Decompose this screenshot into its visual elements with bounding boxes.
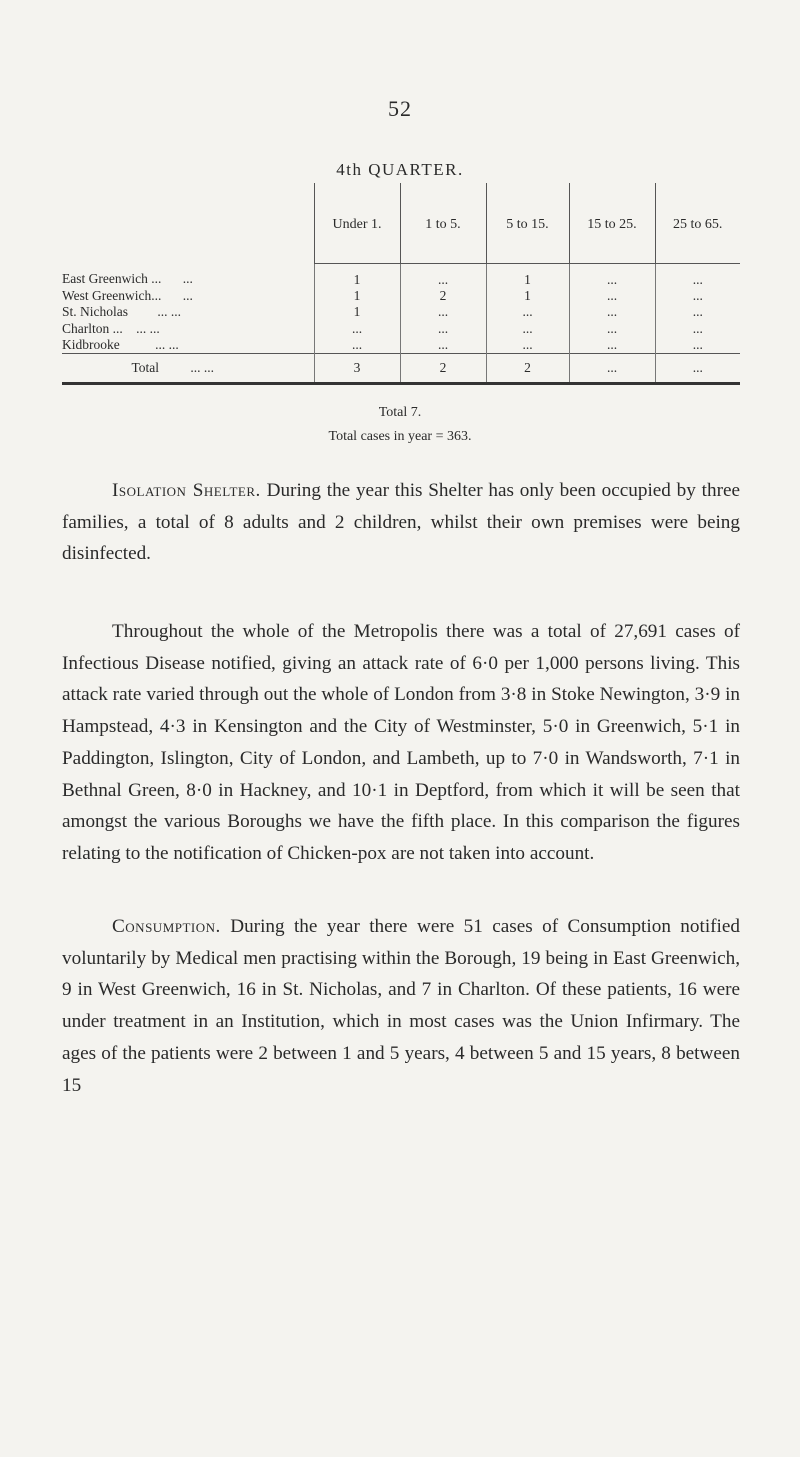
quarter-title: 4th QUARTER. [336, 160, 464, 179]
isolation-text: During the year this Shelter has only been occupied by three families, a total of 8 adults and 2 children, whilst their own premises were being disinfected. [62, 480, 740, 565]
total-label-cell [62, 354, 314, 384]
consumption-heading: Consumption. [112, 916, 221, 937]
value-cell: 1 [314, 288, 400, 305]
value-cell: ... [655, 263, 740, 288]
value-cell: 1 [314, 304, 400, 321]
table-row [62, 288, 740, 305]
district-cell [62, 337, 314, 354]
district-name: Kidbrooke [62, 337, 120, 352]
column-header-15-to-25: 15 to 25. [569, 183, 655, 263]
table-header-row [62, 183, 740, 263]
total-label: Total [131, 360, 160, 375]
cases-table [62, 183, 740, 385]
value-cell: ... [655, 321, 740, 338]
value-cell: 1 [486, 263, 569, 288]
leader-dots: ... [182, 271, 193, 287]
year-total-summary: Total cases in year = 363. [328, 429, 472, 444]
consumption-paragraph [62, 911, 740, 1101]
district-name: St. Nicholas [62, 304, 128, 320]
leader-dots: ... ... [190, 360, 215, 375]
value-cell: 1 [314, 263, 400, 288]
total-value-cell: 2 [486, 354, 569, 384]
leader-dots: ... ... [136, 320, 160, 336]
value-cell: ... [314, 337, 400, 354]
value-cell: ... [655, 288, 740, 305]
leader-dots: ... [182, 287, 193, 303]
value-cell: ... [400, 263, 486, 288]
district-cell [62, 304, 314, 321]
value-cell: 1 [486, 288, 569, 305]
total-value-cell: 3 [314, 354, 400, 384]
table-total-row [62, 354, 740, 384]
value-cell: ... [400, 321, 486, 338]
value-cell: ... [314, 321, 400, 338]
metropolis-text: Throughout the whole of the Metropolis there was a total of 27,691 cases of Infectious Disease notified, giving an attack rate of 6·0 per 1,000 persons living. This attack rate varied through out the whole of London from 3·8 in Stoke Newington, 3·9 in Hampstead, 4·3 in Kensington and the City of Westminster, 5·0 in Greenwich, 5·1 in Paddington, Islington, City of London, and Lambeth, up to 7·0 in Wandsworth, 7·1 in Bethnal Green, 8·0 in Hackney, and 10·1 in Deptford, from which it will be seen that amongst the various Boroughs we have the fifth place. In this comparison the figures relating to the notification of Chicken-pox are not taken into account. [62, 621, 740, 864]
column-header-5-to-15: 5 to 15. [486, 183, 569, 263]
isolation-heading: Isolation Shelter. [112, 480, 261, 501]
total-value-cell: 2 [400, 354, 486, 384]
district-name: East Greenwich ... [62, 271, 162, 287]
value-cell: ... [486, 304, 569, 321]
district-name: West Greenwich... [62, 287, 162, 303]
value-cell: ... [655, 337, 740, 354]
total-summary: Total 7. [378, 405, 422, 420]
cases-table-container [62, 183, 740, 385]
column-header-1-to-5: 1 to 5. [400, 183, 486, 263]
isolation-paragraph [62, 475, 740, 570]
value-cell: ... [569, 337, 655, 354]
leader-dots: ... ... [157, 304, 181, 320]
value-cell: ... [655, 304, 740, 321]
district-cell [62, 321, 314, 338]
table-row [62, 321, 740, 338]
district-name: Charlton ... [62, 320, 123, 336]
value-cell: ... [400, 337, 486, 354]
district-cell [62, 288, 314, 305]
page-number: 52 [388, 96, 412, 121]
value-cell: ... [569, 288, 655, 305]
table-row [62, 263, 740, 288]
column-header-under-1: Under 1. [314, 183, 400, 263]
metropolis-paragraph [62, 616, 740, 870]
consumption-text: During the year there were 51 cases of Consumption notified voluntarily by Medical men practising within the Borough, 19 being in East Greenwich, 9 in West Greenwich, 16 in St. Nicholas, and 7 in Charlton. Of these patients, 16 were under treatment in an Institution, which in most cases was the Union Infirmary. The ages of the patients were 2 between 1 and 5 years, 4 between 5 and 15 years, 8 between 15 [62, 916, 740, 1096]
total-value-cell: ... [569, 354, 655, 384]
header-blank [62, 183, 314, 263]
leader-dots: ... ... [155, 337, 179, 352]
value-cell: ... [569, 321, 655, 338]
table-row [62, 304, 740, 321]
table-row [62, 337, 740, 354]
value-cell: ... [486, 337, 569, 354]
total-value-cell: ... [655, 354, 740, 384]
value-cell: ... [569, 304, 655, 321]
value-cell: ... [569, 263, 655, 288]
value-cell: ... [486, 321, 569, 338]
value-cell: 2 [400, 288, 486, 305]
value-cell: ... [400, 304, 486, 321]
column-header-25-to-65: 25 to 65. [655, 183, 740, 263]
district-cell [62, 263, 314, 288]
